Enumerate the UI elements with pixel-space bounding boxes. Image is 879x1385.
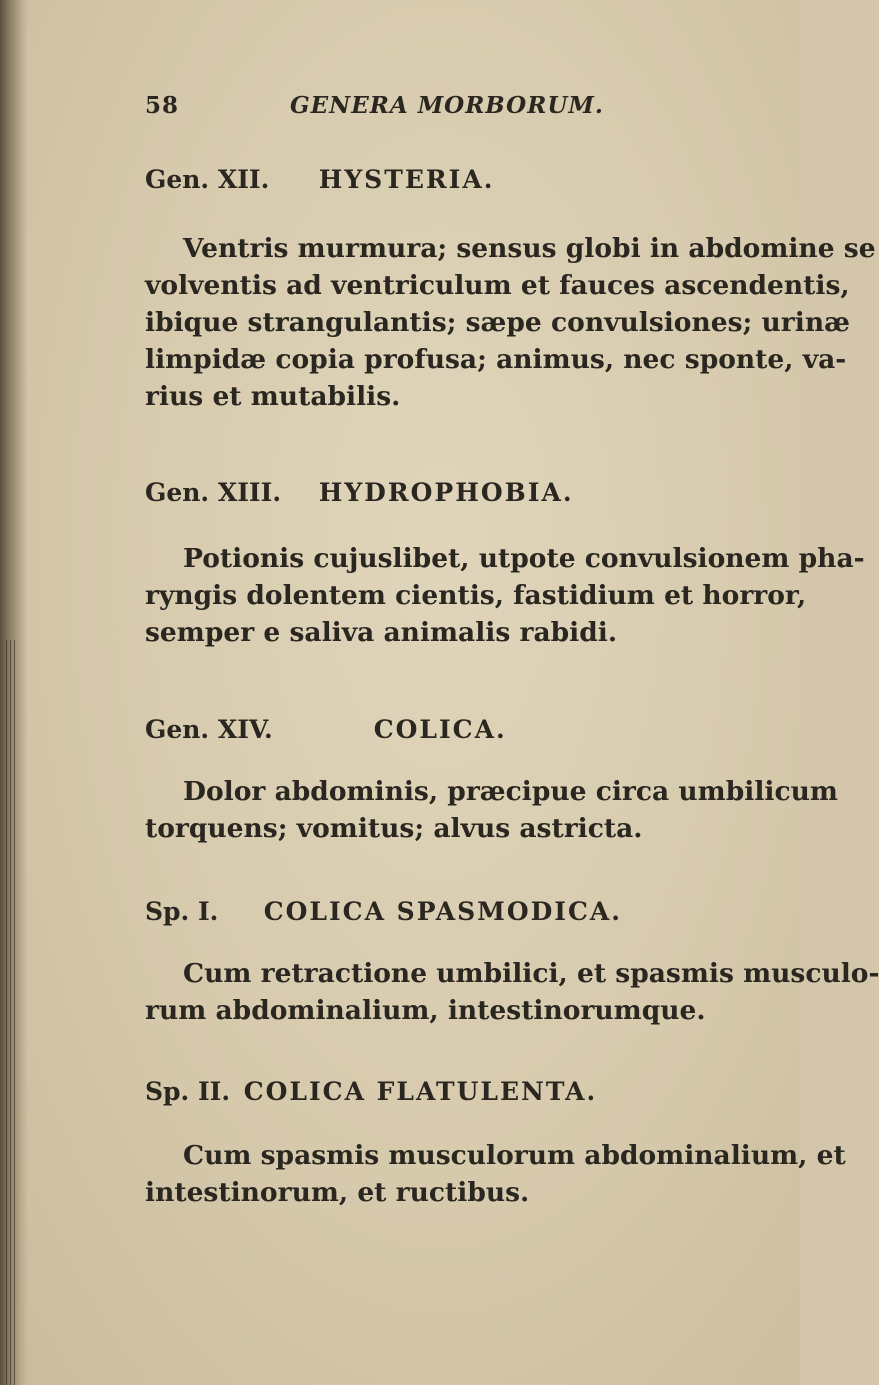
- text-line: rius et mutabilis.: [145, 381, 401, 412]
- section-name: HYSTERIA.: [318, 165, 495, 194]
- text-line: intestinorum, et ructibus.: [145, 1177, 530, 1208]
- section-label: Gen. XIII.: [145, 478, 282, 507]
- text-line: ryngis dolentem cientis, fastidium et horror,: [145, 580, 807, 611]
- text-line: Potionis cujuslibet, utpote convulsionem pha-: [183, 543, 865, 574]
- running-head: [145, 92, 705, 128]
- text-line: rum abdominalium, intestinorumque.: [145, 995, 706, 1026]
- section-label: Gen. XIV.: [145, 715, 273, 744]
- text-line: Cum spasmis musculorum abdominalium, et: [183, 1140, 846, 1171]
- section-text-colica-flatulenta: [145, 1137, 846, 1211]
- section-name: COLICA.: [373, 715, 507, 744]
- section-text-colica: [145, 773, 838, 847]
- section-label: Sp. II.: [145, 1077, 231, 1106]
- section-heading-hysteria: [145, 165, 494, 194]
- section-heading-colica-flatulenta: [145, 1077, 597, 1106]
- text-line: ibique strangulantis; sæpe convulsiones; urinæ: [145, 307, 850, 338]
- page-number: 58: [145, 92, 180, 119]
- section-name: COLICA SPASMODICA.: [263, 897, 622, 926]
- running-title: GENERA MORBORUM.: [290, 92, 604, 119]
- section-heading-colica-spasmodica: [145, 897, 622, 926]
- section-label: Sp. I.: [145, 897, 219, 926]
- binding-edge-lines: [6, 640, 18, 1385]
- text-line: semper e saliva animalis rabidi.: [145, 617, 618, 648]
- text-line: Ventris murmura; sensus globi in abdomine se: [183, 233, 876, 264]
- text-line: torquens; vomitus; alvus astricta.: [145, 813, 643, 844]
- section-heading-hydrophobia: [145, 478, 574, 507]
- section-name: COLICA FLATULENTA.: [243, 1077, 598, 1106]
- section-text-hydrophobia: [145, 540, 865, 651]
- text-line: Cum retractione umbilici, et spasmis musculo-: [183, 958, 879, 989]
- section-text-hysteria: [145, 230, 876, 415]
- text-line: Dolor abdominis, præcipue circa umbilicum: [183, 776, 838, 807]
- section-heading-colica: [145, 715, 507, 744]
- section-name: HYDROPHOBIA.: [318, 478, 574, 507]
- section-text-colica-spasmodica: [145, 955, 879, 1029]
- section-label: Gen. XII.: [145, 165, 270, 194]
- text-line: limpidæ copia profusa; animus, nec sponte, va-: [145, 344, 847, 375]
- text-line: volventis ad ventriculum et fauces ascendentis,: [145, 270, 850, 301]
